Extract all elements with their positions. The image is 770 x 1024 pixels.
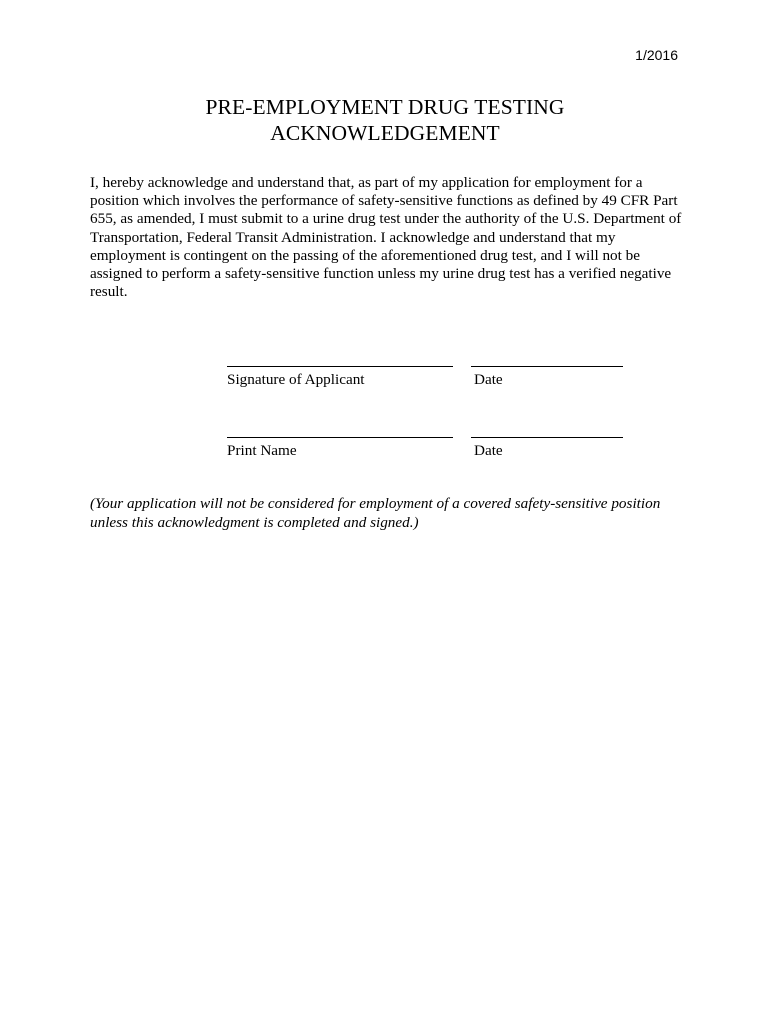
title-line-2: ACKNOWLEDGEMENT (270, 121, 500, 145)
title-line-1: PRE-EMPLOYMENT DRUG TESTING (205, 95, 565, 119)
completion-note (90, 494, 710, 532)
paragraph-line: I, hereby acknowledge and understand that, as part of my application for employment for a (90, 174, 643, 191)
note-line: (Your application will not be considered for employment of a covered safety-sensitive position (90, 495, 661, 512)
paragraph-line: 655, as amended, I must submit to a urine drug test under the authority of the U.S. Department of (90, 210, 682, 228)
paragraph-line: employment is contingent on the passing of the aforementioned drug test, and I will not be (90, 246, 641, 264)
note-line: unless this acknowledgment is completed and signed.) (90, 514, 419, 531)
signature-date-field[interactable] (471, 366, 623, 367)
signature-label: Signature of Applicant (227, 371, 365, 388)
paragraph-line: position which involves the performance of safety-sensitive functions as defined by 49 CFR Part (90, 192, 678, 210)
paragraph-line: assigned to perform a safety-sensitive function unless my urine drug test has a verified negative (90, 265, 672, 283)
paragraph-line: result. (90, 283, 128, 301)
signature-field[interactable] (227, 366, 453, 367)
signature-date-label: Date (474, 371, 503, 388)
print-name-date-label: Date (474, 442, 503, 459)
print-name-label: Print Name (227, 442, 297, 459)
print-name-date-field[interactable] (471, 437, 623, 438)
document-title (0, 94, 770, 146)
print-name-field[interactable] (227, 437, 453, 438)
acknowledgement-paragraph (90, 174, 690, 301)
revision-date: 1/2016 (635, 47, 678, 63)
paragraph-line: Transportation, Federal Transit Administration. I acknowledge and understand that my (90, 228, 616, 246)
